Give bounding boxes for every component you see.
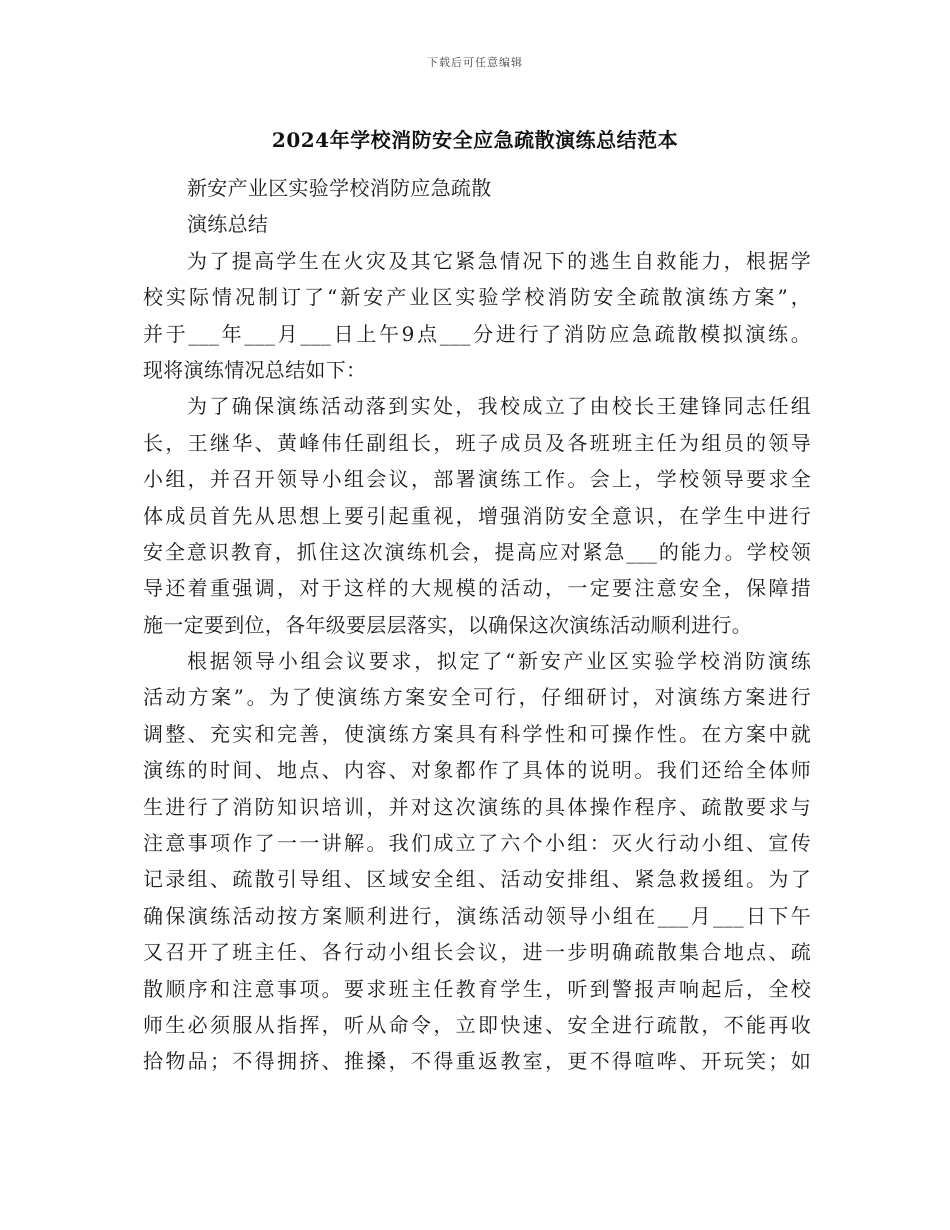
text-line: 演练的时间、地点、内容、对象都作了具体的说明。我们还给全体师 [143, 758, 811, 783]
text-line: 安全意识教育，抓住这次演练机会，提高应对紧急___的能力。学校领 [143, 539, 811, 564]
text-line: 生进行了消防知识培训，并对这次演练的具体操作程序、疏散要求与 [143, 794, 811, 819]
text-line: 导还着重强调，对于这样的大规模的活动，一定要注意安全，保障措 [143, 576, 811, 601]
text-line: 调整、充实和完善，使演练方案具有科学性和可操作性。在方案中就 [143, 721, 811, 746]
text-line: 并于___年___月___日上午9点___分进行了消防应急疏散模拟演练。 [143, 321, 811, 346]
text-line: 长，王继华、黄峰伟任副组长，班子成员及各班班主任为组员的领导 [143, 430, 811, 455]
text-line: 注意事项作了一一讲解。我们成立了六个小组：灭火行动小组、宣传 [143, 831, 811, 856]
text-line: 师生必须服从指挥，听从命令，立即快速、安全进行疏散，不能再收 [143, 1012, 811, 1037]
subtitle-line: 新安产业区实验学校消防应急疏散 [187, 176, 492, 200]
header-note: 下载后可任意编辑 [427, 56, 523, 69]
document-title: 2024年学校消防安全应急疏散演练总结范本 [271, 128, 679, 152]
text-line: 现将演练情况总结如下： [143, 357, 367, 382]
text-line: 体成员首先从思想上要引起重视，增强消防安全意识，在学生中进行 [143, 503, 811, 528]
text-line: 记录组、疏散引导组、区域安全组、活动安排组、紧急救援组。为了 [143, 867, 811, 892]
text-line: 拾物品；不得拥挤、推搡，不得重返教室，更不得喧哗、开玩笑；如 [143, 1049, 811, 1074]
text-line: 确保演练活动按方案顺利进行，演练活动领导小组在___月___日下午 [143, 903, 811, 928]
text-line: 为了提高学生在火灾及其它紧急情况下的逃生自救能力，根据学 [187, 248, 811, 273]
text-line: 根据领导小组会议要求，拟定了“新安产业区实验学校消防演练 [187, 649, 811, 674]
document-body [143, 170, 811, 1080]
text-line: 活动方案”。为了使演练方案安全可行，仔细研讨，对演练方案进行 [143, 685, 811, 710]
text-line: 又召开了班主任、各行动小组长会议，进一步明确疏散集合地点、疏 [143, 940, 811, 965]
text-line: 施一定要到位，各年级要层层落实，以确保这次演练活动顺利进行。 [143, 612, 752, 637]
subtitle-line: 演练总结 [187, 212, 269, 237]
text-line: 校实际情况制订了“新安产业区实验学校消防安全疏散演练方案”， [143, 285, 811, 310]
text-line: 小组，并召开领导小组会议，部署演练工作。会上，学校领导要求全 [143, 467, 811, 492]
text-line: 为了确保演练活动落到实处，我校成立了由校长王建锋同志任组 [187, 394, 811, 419]
text-line: 散顺序和注意事项。要求班主任教育学生，听到警报声响起后，全校 [143, 976, 811, 1001]
